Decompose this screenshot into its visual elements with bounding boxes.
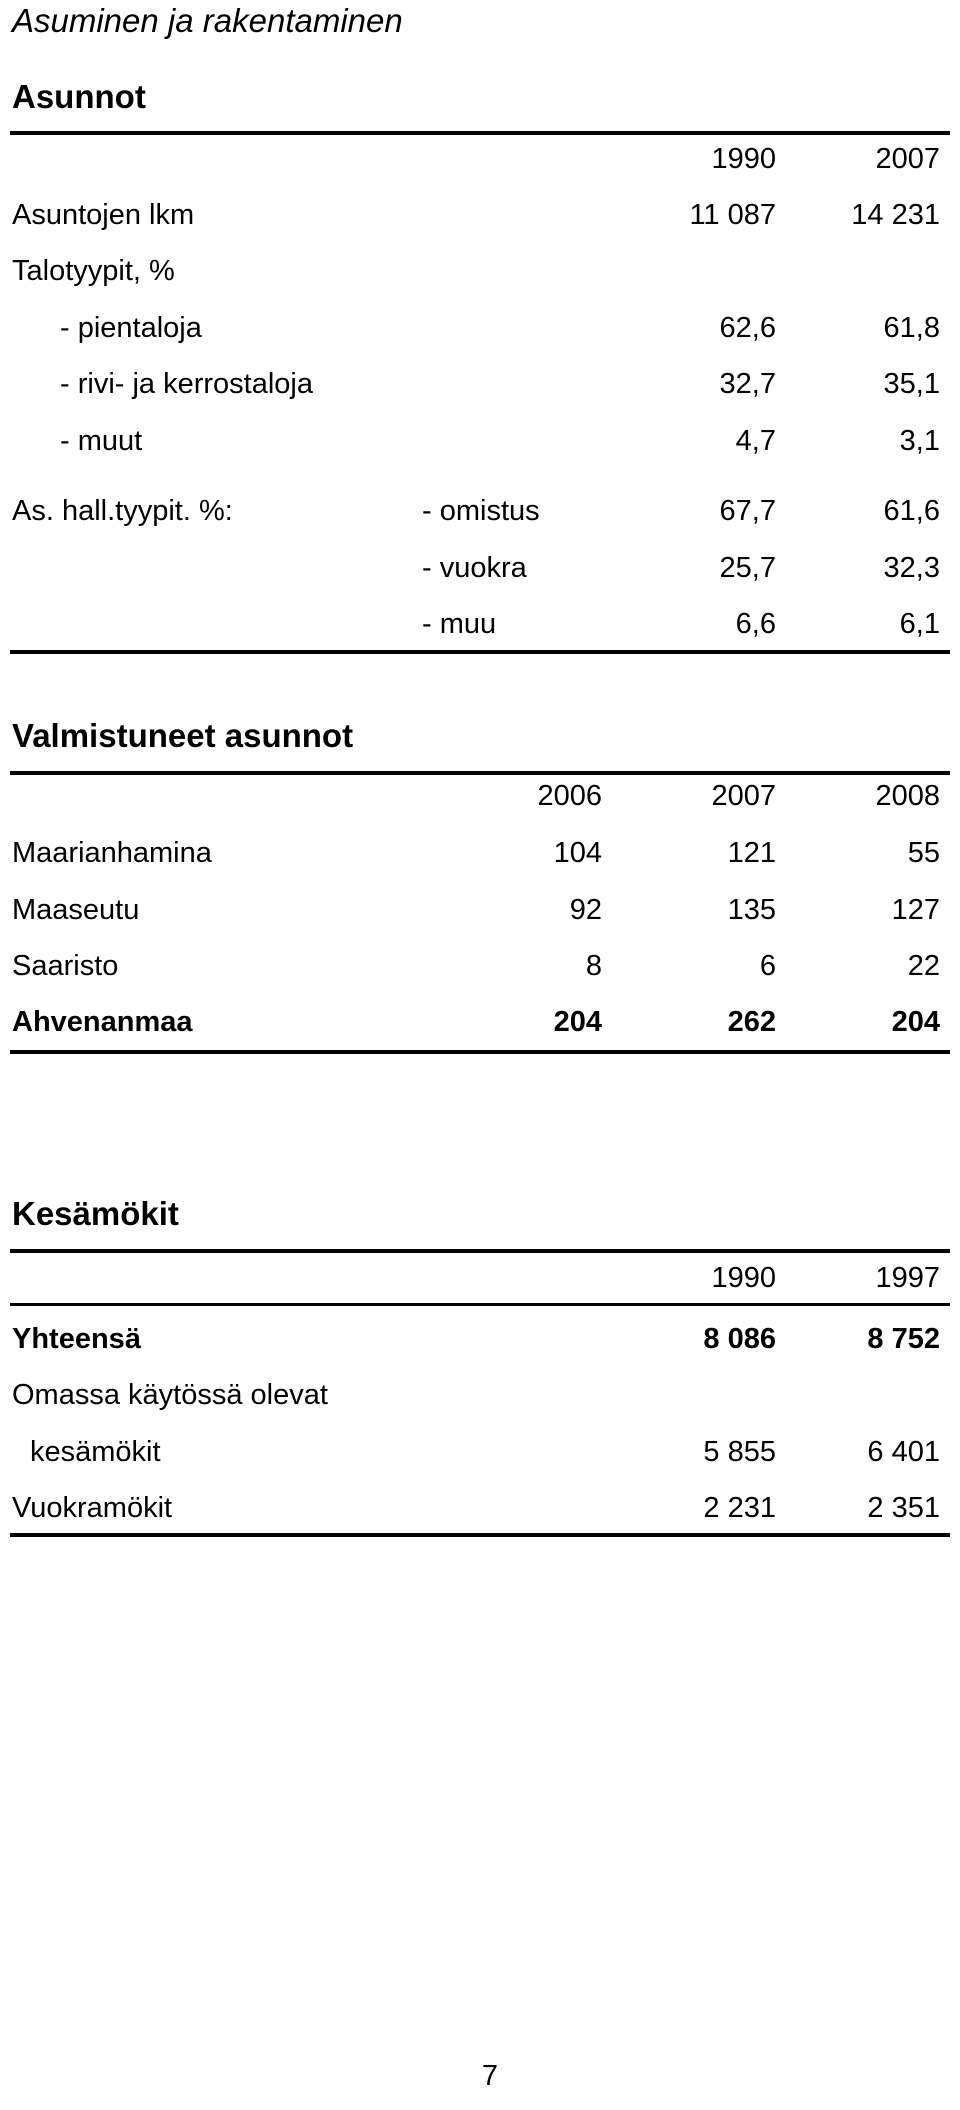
section-rule-bottom xyxy=(10,1533,950,1537)
row-label: Omassa käytössä olevat xyxy=(12,1379,328,1411)
row-label: - muut xyxy=(60,425,143,457)
row-label: Asuntojen lkm xyxy=(12,199,195,231)
hall-label: As. hall.tyypit. %: xyxy=(12,495,233,527)
row-label: kesämökit xyxy=(30,1436,161,1468)
year-header: 2007 xyxy=(875,143,940,175)
row-value: 22 xyxy=(907,950,940,982)
row-value: 92 xyxy=(569,894,602,926)
row-value: 4,7 xyxy=(735,425,776,457)
row-value: 121 xyxy=(727,837,776,869)
year-header: 1990 xyxy=(711,143,776,175)
row-label: - rivi- ja kerrostaloja xyxy=(60,368,313,400)
row-value: 55 xyxy=(907,837,940,869)
row-value: 6,1 xyxy=(899,608,940,640)
row-value: 32,3 xyxy=(883,552,940,584)
row-value: 204 xyxy=(891,1006,940,1038)
section-rule-top xyxy=(10,771,950,775)
section-rule-top xyxy=(10,1249,950,1253)
section-title: Valmistuneet asunnot xyxy=(12,717,354,754)
row-label: - omistus xyxy=(422,495,540,527)
section-title: Kesämökit xyxy=(12,1195,179,1232)
year-header: 1997 xyxy=(875,1262,940,1294)
row-value: 61,6 xyxy=(883,495,940,527)
row-value: 3,1 xyxy=(899,425,940,457)
row-value: 127 xyxy=(891,894,940,926)
row-label: - muu xyxy=(422,608,497,640)
row-value: 104 xyxy=(553,837,602,869)
row-label: Vuokramökit xyxy=(12,1492,173,1524)
row-value: 8 xyxy=(585,950,602,982)
row-value: 5 855 xyxy=(703,1436,776,1468)
row-value: 11 087 xyxy=(689,199,776,231)
row-label: Maarianhamina xyxy=(12,837,212,869)
section-rule-bottom xyxy=(10,1050,950,1054)
row-value: 61,8 xyxy=(883,312,940,344)
row-value: 6,6 xyxy=(735,608,776,640)
row-value: 35,1 xyxy=(883,368,940,400)
row-value: 262 xyxy=(727,1006,776,1038)
section-title: Asunnot xyxy=(12,78,146,115)
year-header: 1990 xyxy=(711,1262,776,1294)
row-value: 6 401 xyxy=(867,1436,940,1468)
header-rule xyxy=(10,1303,950,1306)
row-value: 204 xyxy=(553,1006,602,1038)
row-label: Saaristo xyxy=(12,950,119,982)
row-label: Maaseutu xyxy=(12,894,140,926)
row-value: 2 231 xyxy=(703,1492,776,1524)
row-value: 8 086 xyxy=(703,1323,776,1355)
row-label: - pientaloja xyxy=(60,312,202,344)
row-value: 62,6 xyxy=(719,312,776,344)
row-value: 2 351 xyxy=(867,1492,940,1524)
year-header: 2007 xyxy=(711,780,776,812)
row-value: 32,7 xyxy=(719,368,776,400)
row-label: - vuokra xyxy=(422,552,527,584)
page-number: 7 xyxy=(481,2060,499,2092)
row-label: Ahvenanmaa xyxy=(12,1006,193,1038)
year-header: 2006 xyxy=(537,780,602,812)
row-value: 8 752 xyxy=(867,1323,940,1355)
row-value: 67,7 xyxy=(719,495,776,527)
year-header: 2008 xyxy=(875,780,940,812)
section-rule-bottom xyxy=(10,650,950,654)
row-value: 135 xyxy=(727,894,776,926)
row-value: 25,7 xyxy=(719,552,776,584)
row-value: 6 xyxy=(759,950,776,982)
row-value: 14 231 xyxy=(851,199,940,231)
row-label: Yhteensä xyxy=(12,1323,141,1355)
section-rule-top xyxy=(10,131,950,135)
page-title: Asuminen ja rakentaminen xyxy=(12,2,403,39)
row-label: Talotyypit, % xyxy=(12,255,175,287)
